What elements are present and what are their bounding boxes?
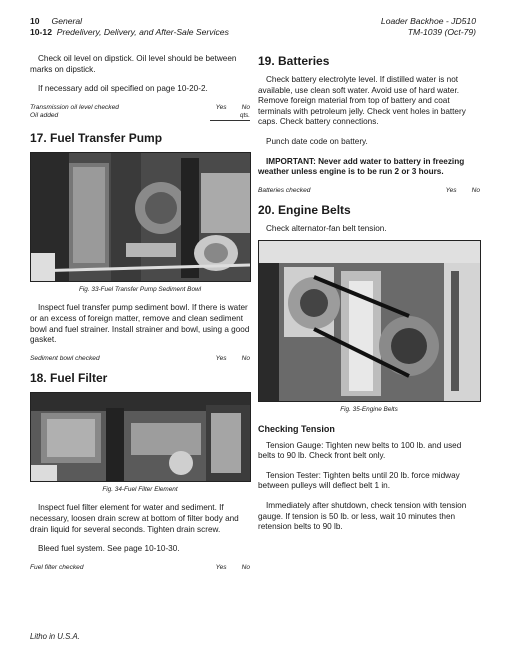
page-number: 10 (30, 16, 40, 26)
no-option[interactable]: No (241, 103, 250, 111)
no-option[interactable]: No (241, 563, 250, 571)
engine-belts-caption: Fig. 35-Engine Belts (340, 406, 398, 414)
right-column (258, 54, 480, 542)
bleed-page-ref: 10-10-30. (144, 544, 180, 554)
oil-paragraph: Check oil level on dipstick. Oil level should be between marks on dipstick. (30, 54, 237, 74)
header-left (30, 16, 229, 38)
fuel-filter-check-label: Fuel filter checked (30, 563, 84, 571)
oil-checks (30, 104, 250, 121)
fuel-filter-check-row (30, 564, 250, 572)
batteries-check-row (258, 187, 480, 195)
belts-heading: 20. Engine Belts (258, 202, 351, 217)
batteries-paragraph: Check battery electrolyte level. If distilled water is not available, use clean soft water. Avoid use of hard water. Remove foreign material from top of battery and coat terminals with petroleum jelly. Check vent holes in battery caps. Check battery connections. (258, 75, 466, 127)
fuel-filter-heading: 18. Fuel Filter (30, 370, 108, 385)
punch-paragraph: Punch date code on battery. (266, 136, 368, 146)
checking-tension-subhead: Checking Tension (258, 423, 335, 434)
yes-option[interactable]: Yes (215, 563, 227, 571)
litho-footer: Litho in U.S.A. (30, 632, 80, 641)
oil-added-quantity-field[interactable]: qts. (210, 112, 250, 121)
after-shutdown-paragraph: Immediately after shutdown, check tension with tension gauge. If tension is 50 lb. or less, wait 10 minutes then retension belts to 90 lb. (258, 500, 467, 532)
oil-added-row (30, 112, 250, 121)
engine-belts-photo-illustration (259, 241, 480, 401)
no-option[interactable]: No (471, 186, 480, 194)
sediment-check-label: Sediment bowl checked (30, 354, 100, 362)
yes-option[interactable]: Yes (215, 354, 227, 362)
engine-belts-photo (258, 240, 481, 402)
batteries-check-label: Batteries checked (258, 186, 311, 194)
tension-gauge-paragraph: Tension Gauge: Tighten new belts to 100 lb. and used belts to 90 lb. Check front belt only. (258, 440, 462, 461)
left-column (30, 54, 250, 572)
tension-tester-paragraph: Tension Tester: Tighten belts until 20 lb. force midway between pulleys will deflect belt 1 in. (258, 470, 460, 491)
machine-name: Loader Backhoe - JD510 (380, 16, 476, 26)
fuel-filter-photo (30, 392, 251, 482)
bleed-text: Bleed fuel system. See page (38, 544, 143, 554)
fuel-filter-paragraph: Inspect fuel filter element for water and sediment. If necessary, loosen drain screw at bottom of filter body and drain liquid for several seconds. Tighten drain screw. (30, 503, 239, 534)
fuel-pump-paragraph: Inspect fuel transfer pump sediment bowl. If there is water or an excess of foreign matter, remove and clean sediment bowl and fuel strainer. Install strainer and bowl, using a good gasket. (30, 303, 250, 345)
transmission-check-label: Transmission oil level checked (30, 103, 119, 111)
fuel-pump-caption: Fig. 33-Fuel Transfer Pump Sediment Bowl (78, 285, 202, 293)
bleed-paragraph (30, 544, 250, 555)
no-option[interactable]: No (241, 354, 250, 362)
yes-option[interactable]: Yes (445, 186, 457, 194)
fuel-pump-heading: 17. Fuel Transfer Pump (30, 130, 163, 145)
sediment-check-row (30, 355, 250, 363)
header-right (381, 16, 476, 38)
chapter-title: General (51, 16, 83, 26)
oil-added-label: Oil added (30, 111, 59, 119)
important-notice: IMPORTANT: Never add water to battery in freezing weather unless engine is to be run 2 or 3 hours. (258, 156, 465, 177)
fuel-filter-photo-illustration (31, 393, 250, 481)
manual-code: TM-1039 (Oct-79) (407, 27, 476, 37)
fuel-pump-photo (30, 152, 251, 282)
transmission-check-row (30, 104, 250, 112)
yes-option[interactable]: Yes (215, 103, 227, 111)
section-title: Predelivery, Delivery, and After-Sale Services (56, 27, 229, 37)
section-code: 10-12 (30, 27, 52, 37)
batteries-heading: 19. Batteries (258, 54, 330, 68)
fuel-filter-caption: Fig. 34-Fuel Filter Element (102, 485, 178, 493)
oil-add-paragraph: If necessary add oil specified on page 10-20-2. (38, 84, 208, 94)
fuel-pump-photo-illustration (31, 153, 250, 281)
belts-intro: Check alternator-fan belt tension. (266, 223, 387, 233)
